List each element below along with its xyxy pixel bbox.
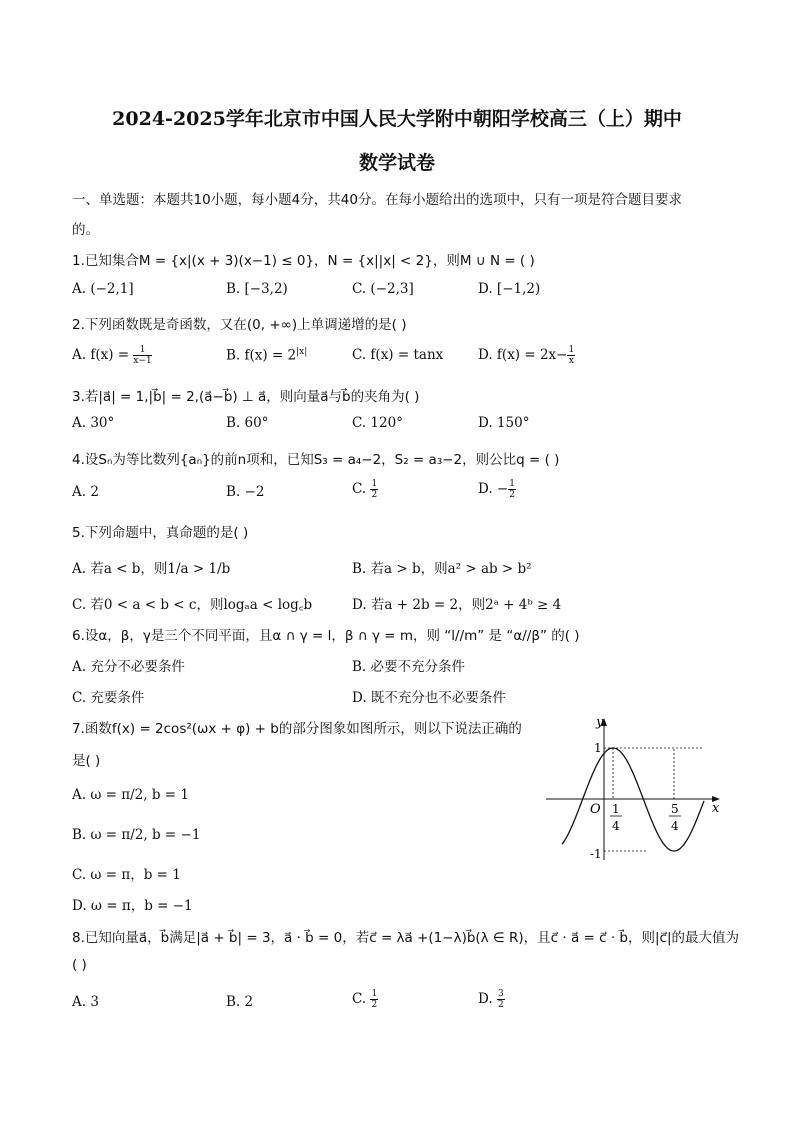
q1-option-d: D. [−1,2)	[478, 281, 541, 297]
q7-option-b: B. ω = π/2, b = −1	[72, 827, 201, 843]
q8-option-d	[478, 989, 505, 1010]
tick1-numerator: 1	[612, 802, 620, 816]
q1-option-c: C. (−2,3]	[352, 281, 414, 297]
q4-d-denominator: 2	[509, 490, 515, 500]
q8-option-d-fraction	[497, 989, 505, 1010]
q7-function-graph	[544, 712, 724, 862]
q8-option-b: B. 2	[226, 994, 254, 1010]
q2-option-d-prefix: D. f(x) = 2x−	[478, 347, 568, 363]
q5-option-b: B. 若a > b，则a² > ab > b²	[352, 561, 532, 577]
q8-d-numerator: 3	[497, 989, 504, 999]
q4-option-c	[352, 479, 378, 500]
q8-option-a: A. 3	[72, 994, 99, 1010]
q3-option-d: D. 150°	[478, 415, 530, 431]
q4-c-denominator: 2	[371, 490, 378, 500]
y-axis-label: y	[596, 715, 604, 730]
q2-option-d	[478, 345, 575, 366]
origin-label: O	[590, 802, 601, 817]
q7-option-d: D. ω = π，b = −1	[72, 898, 193, 914]
q8-c-numerator: 1	[371, 989, 378, 999]
q3-option-b: B. 60°	[226, 415, 269, 431]
q6-option-c: C. 充要条件	[72, 690, 145, 706]
q8-c-denominator: 2	[371, 1000, 378, 1010]
exam-title: 2024-2025学年北京市中国人民大学附中朝阳学校高三（上）期中	[112, 108, 682, 130]
q3-option-a: A. 30°	[72, 415, 115, 431]
q4-option-d-prefix: D. −	[478, 481, 509, 497]
section-heading-cont: 的。	[72, 222, 99, 238]
q8-option-c-prefix: C.	[352, 991, 367, 1007]
q4-option-d-fraction	[508, 479, 516, 500]
q8-stem: 8.已知向量a⃗，b⃗满足|a⃗ + b⃗| = 3，a⃗ · b⃗ = 0，若c⃗ = λa⃗ +(1−λ)b⃗(λ ∈ R)，且c⃗ · a⃗ = c⃗ · b⃗，则|c⃗|的最大值为	[72, 930, 740, 946]
tick2-denominator: 4	[671, 819, 679, 833]
q7-option-c: C. ω = π，b = 1	[72, 867, 181, 883]
q8-option-d-prefix: D.	[478, 991, 493, 1007]
q4-option-a: A. 2	[72, 484, 99, 500]
q6-option-b: B. 必要不充分条件	[352, 659, 466, 675]
q4-option-b: B. −2	[226, 484, 265, 500]
q2-option-c: C. f(x) = tanx	[352, 347, 444, 363]
q5-option-a: A. 若a < b，则1/a > 1/b	[72, 561, 231, 577]
q3-option-c: C. 120°	[352, 415, 403, 431]
q2-option-a	[72, 345, 152, 366]
q4-stem: 4.设Sₙ为等比数列{aₙ}的前n项和，已知S₃ = a₄−2，S₂ = a₃−2，则公比q = ( )	[72, 452, 560, 468]
y-max-label: 1	[594, 741, 602, 755]
q8-d-denominator: 2	[497, 1000, 504, 1010]
q7-stem-cont: 是( )	[72, 753, 101, 769]
q4-c-numerator: 1	[371, 479, 378, 489]
q2-a-denominator: x−1	[133, 356, 152, 366]
q3-stem: 3.若|a⃗| = 1,|b⃗| = 2,(a⃗−b⃗) ⊥ a⃗，则向量a⃗与b⃗的夹角为( )	[72, 389, 420, 405]
q8-option-c-fraction	[370, 989, 378, 1010]
q6-stem: 6.设α，β，γ是三个不同平面，且α ∩ γ = l，β ∩ γ = m，则 “l//m” 是 “α//β” 的( )	[72, 628, 580, 644]
q4-d-numerator: 1	[509, 479, 515, 489]
tick2-numerator: 5	[671, 802, 679, 816]
q1-option-a: A. (−2,1]	[72, 281, 134, 297]
y-min-label: -1	[590, 847, 602, 861]
q7-option-a: A. ω = π/2, b = 1	[72, 787, 189, 803]
q5-option-d: D. 若a + 2b = 2，则2ᵃ + 4ᵇ ≥ 4	[352, 597, 562, 613]
x-axis-label: x	[712, 801, 720, 816]
q8-stem-cont: ( )	[72, 957, 87, 973]
q5-option-c: C. 若0 < a < b < c，则logₐa < log꜀b	[72, 597, 313, 613]
q1-option-b: B. [−3,2)	[226, 281, 288, 297]
q6-option-a: A. 充分不必要条件	[72, 659, 185, 675]
q4-option-c-fraction	[370, 479, 378, 500]
q5-stem: 5.下列命题中，真命题的是( )	[72, 525, 249, 541]
q4-option-d	[478, 479, 516, 500]
section-heading: 一、单选题：本题共10小题，每小题4分，共40分。在每小题给出的选项中，只有一项是符合题目要求	[72, 192, 682, 208]
exam-subtitle: 数学试卷	[358, 152, 435, 174]
q4-option-c-prefix: C.	[352, 481, 367, 497]
q2-a-numerator: 1	[133, 345, 151, 356]
q2-d-numerator: 1	[568, 345, 575, 355]
q2-d-denominator: x	[568, 356, 574, 366]
q8-option-c	[352, 989, 378, 1010]
q7-stem: 7.函数f(x) = 2cos²(ωx + φ) + b的部分图象如图所示，则以下说法正确的	[72, 721, 522, 737]
q2-option-b-exponent: |x|	[296, 347, 308, 357]
q2-option-b	[226, 347, 307, 364]
q2-option-b-text: B. f(x) = 2	[226, 347, 297, 364]
q2-stem: 2.下列函数既是奇函数，又在(0, +∞)上单调递增的是( )	[72, 317, 407, 333]
q6-option-d: D. 既不充分也不必要条件	[352, 690, 506, 706]
q1-stem: 1.已知集合M = {x|(x + 3)(x−1) ≤ 0}，N = {x||x| < 2}，则M ∪ N = ( )	[72, 253, 535, 269]
tick1-denominator: 4	[612, 819, 620, 833]
q2-option-a-prefix: A. f(x) =	[72, 347, 130, 363]
q2-option-d-fraction	[567, 345, 575, 366]
q2-option-a-fraction	[133, 345, 151, 366]
